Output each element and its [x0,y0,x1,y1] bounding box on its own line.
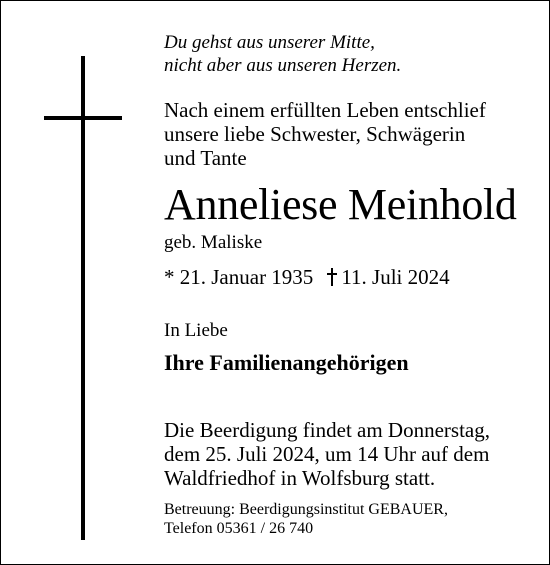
motto-line-2: nicht aber aus unseren Herzen. [164,55,402,76]
motto-line-1: Du gehst aus unserer Mitte, [164,32,375,53]
intro-line-1: Nach einem erfüllten Leben entschlief [164,98,486,122]
intro-line-2: unsere liebe Schwester, Schwägerin [164,122,466,146]
funeral-info [164,418,540,490]
motto [164,31,540,77]
death-date: 11. Juli 2024 [341,265,450,289]
funeral-line-1: Die Beerdigung findet am Donnerstag, [164,418,490,442]
intro-line-3: und Tante [164,146,247,170]
care-line-2: Telefon 05361 / 26 740 [164,520,314,537]
funeral-home-info [164,500,540,538]
cross-vertical-bar [81,56,85,540]
family-signature: Ihre Familienangehörigen [164,350,409,375]
funeral-line-2: dem 25. Juli 2024, um 14 Uhr auf dem [164,442,490,466]
cross-horizontal-bar [44,116,122,120]
dagger-icon [327,268,337,286]
in-love-line: In Liebe [164,320,228,341]
funeral-line-3: Waldfriedhof in Wolfsburg statt. [164,466,436,490]
deceased-name: Anneliese Meinhold [164,180,517,229]
birth-name: geb. Maliske [164,232,263,253]
intro-text [164,98,540,170]
care-line-1: Betreuung: Beerdigungsinstitut GEBAUER, [164,501,448,518]
birth-date: * 21. Januar 1935 [164,265,314,289]
life-dates [164,264,540,290]
